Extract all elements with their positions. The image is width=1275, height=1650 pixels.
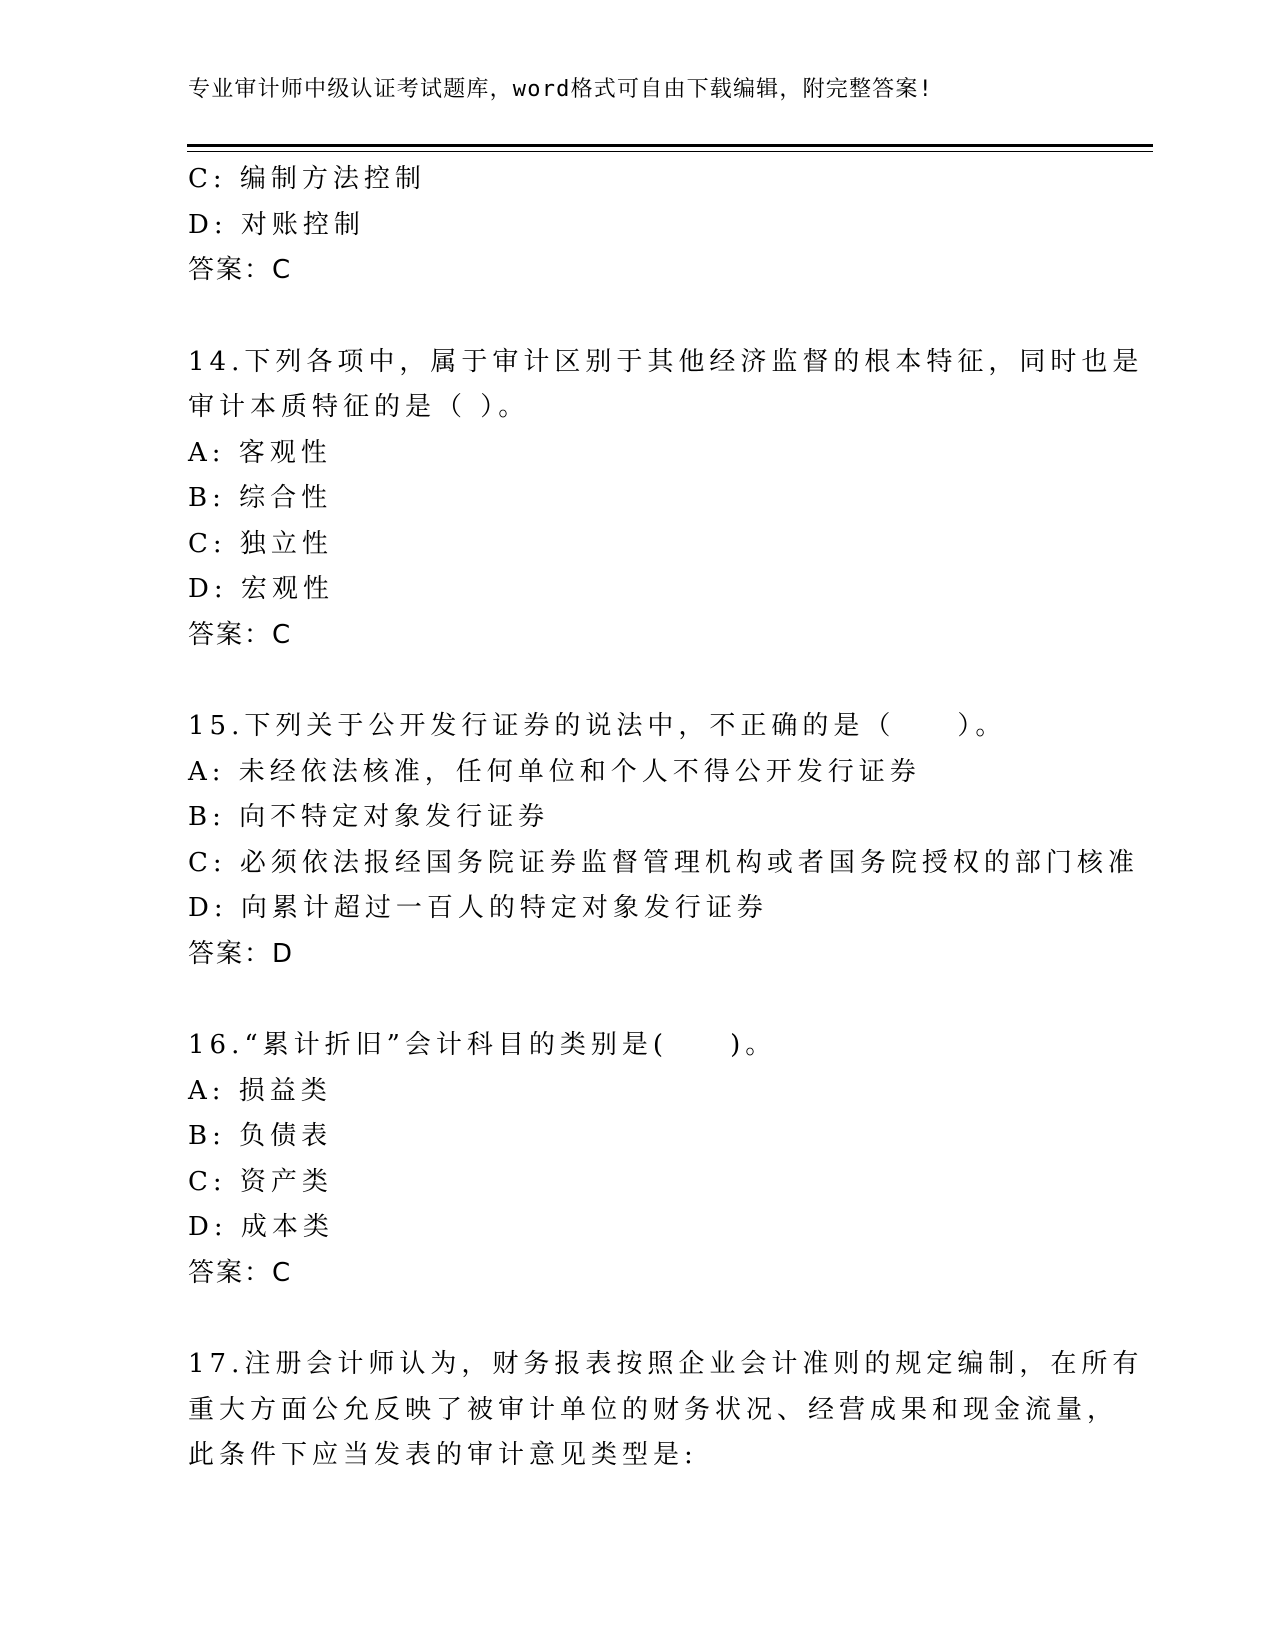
option-a: A: 客观性 xyxy=(188,437,332,468)
question-stem-line: 16.“累计折旧”会计科目的类别是( )。 xyxy=(188,1030,777,1060)
option-a: A: 未经依法核准，任何单位和个人不得公开发行证券 xyxy=(188,756,921,787)
question-13-continuation xyxy=(188,157,1088,294)
answer-line: 答案：C xyxy=(188,1257,293,1288)
option-d: D: 向累计超过一百人的特定对象发行证券 xyxy=(188,893,768,923)
option-a: A: 损益类 xyxy=(188,1075,332,1106)
answer-line: 答案：C xyxy=(188,255,293,285)
option-c: C: 资产类 xyxy=(188,1166,333,1197)
option-c: C: 独立性 xyxy=(188,528,333,559)
question-stem-line: 此条件下应当发表的审计意见类型是: xyxy=(188,1440,698,1470)
header-rule-thick xyxy=(187,144,1153,147)
option-c: C: 必须依法报经国务院证券监督管理机构或者国务院授权的部门核准 xyxy=(188,847,1139,878)
question-stem-line: 审计本质特征的是（ ）。 xyxy=(188,392,530,422)
option-d: D: 宏观性 xyxy=(188,574,334,604)
question-stem-line: 17.注册会计师认为，财务报表按照企业会计准则的规定编制，在所有 xyxy=(188,1349,1144,1379)
option-d: D: 对账控制 xyxy=(188,209,365,240)
header-rule-thin xyxy=(187,151,1153,152)
option-c: C: 编制方法控制 xyxy=(188,164,426,194)
question-15 xyxy=(188,704,1139,977)
option-b: B: 综合性 xyxy=(188,483,333,513)
answer-line: 答案：C xyxy=(188,619,293,650)
answer-line: 答案：D xyxy=(188,938,295,969)
option-b: B: 向不特定对象发行证券 xyxy=(188,802,550,832)
document-body xyxy=(188,157,1144,1479)
question-stem-line: 重大方面公允反映了被审计单位的财务状况、经营成果和现金流量， xyxy=(188,1394,1119,1425)
option-d: D: 成本类 xyxy=(188,1212,334,1242)
option-b: B: 负债表 xyxy=(188,1121,333,1151)
question-16 xyxy=(188,1023,1088,1296)
page-header: 专业审计师中级认证考试题库，word格式可自由下载编辑，附完整答案! xyxy=(188,77,934,102)
question-stem-line: 15.下列关于公开发行证券的说法中，不正确的是（ ）。 xyxy=(188,711,1007,741)
question-14 xyxy=(188,340,1144,659)
question-17 xyxy=(188,1342,1144,1479)
question-stem-line: 14.下列各项中，属于审计区别于其他经济监督的根本特征，同时也是 xyxy=(188,346,1144,377)
